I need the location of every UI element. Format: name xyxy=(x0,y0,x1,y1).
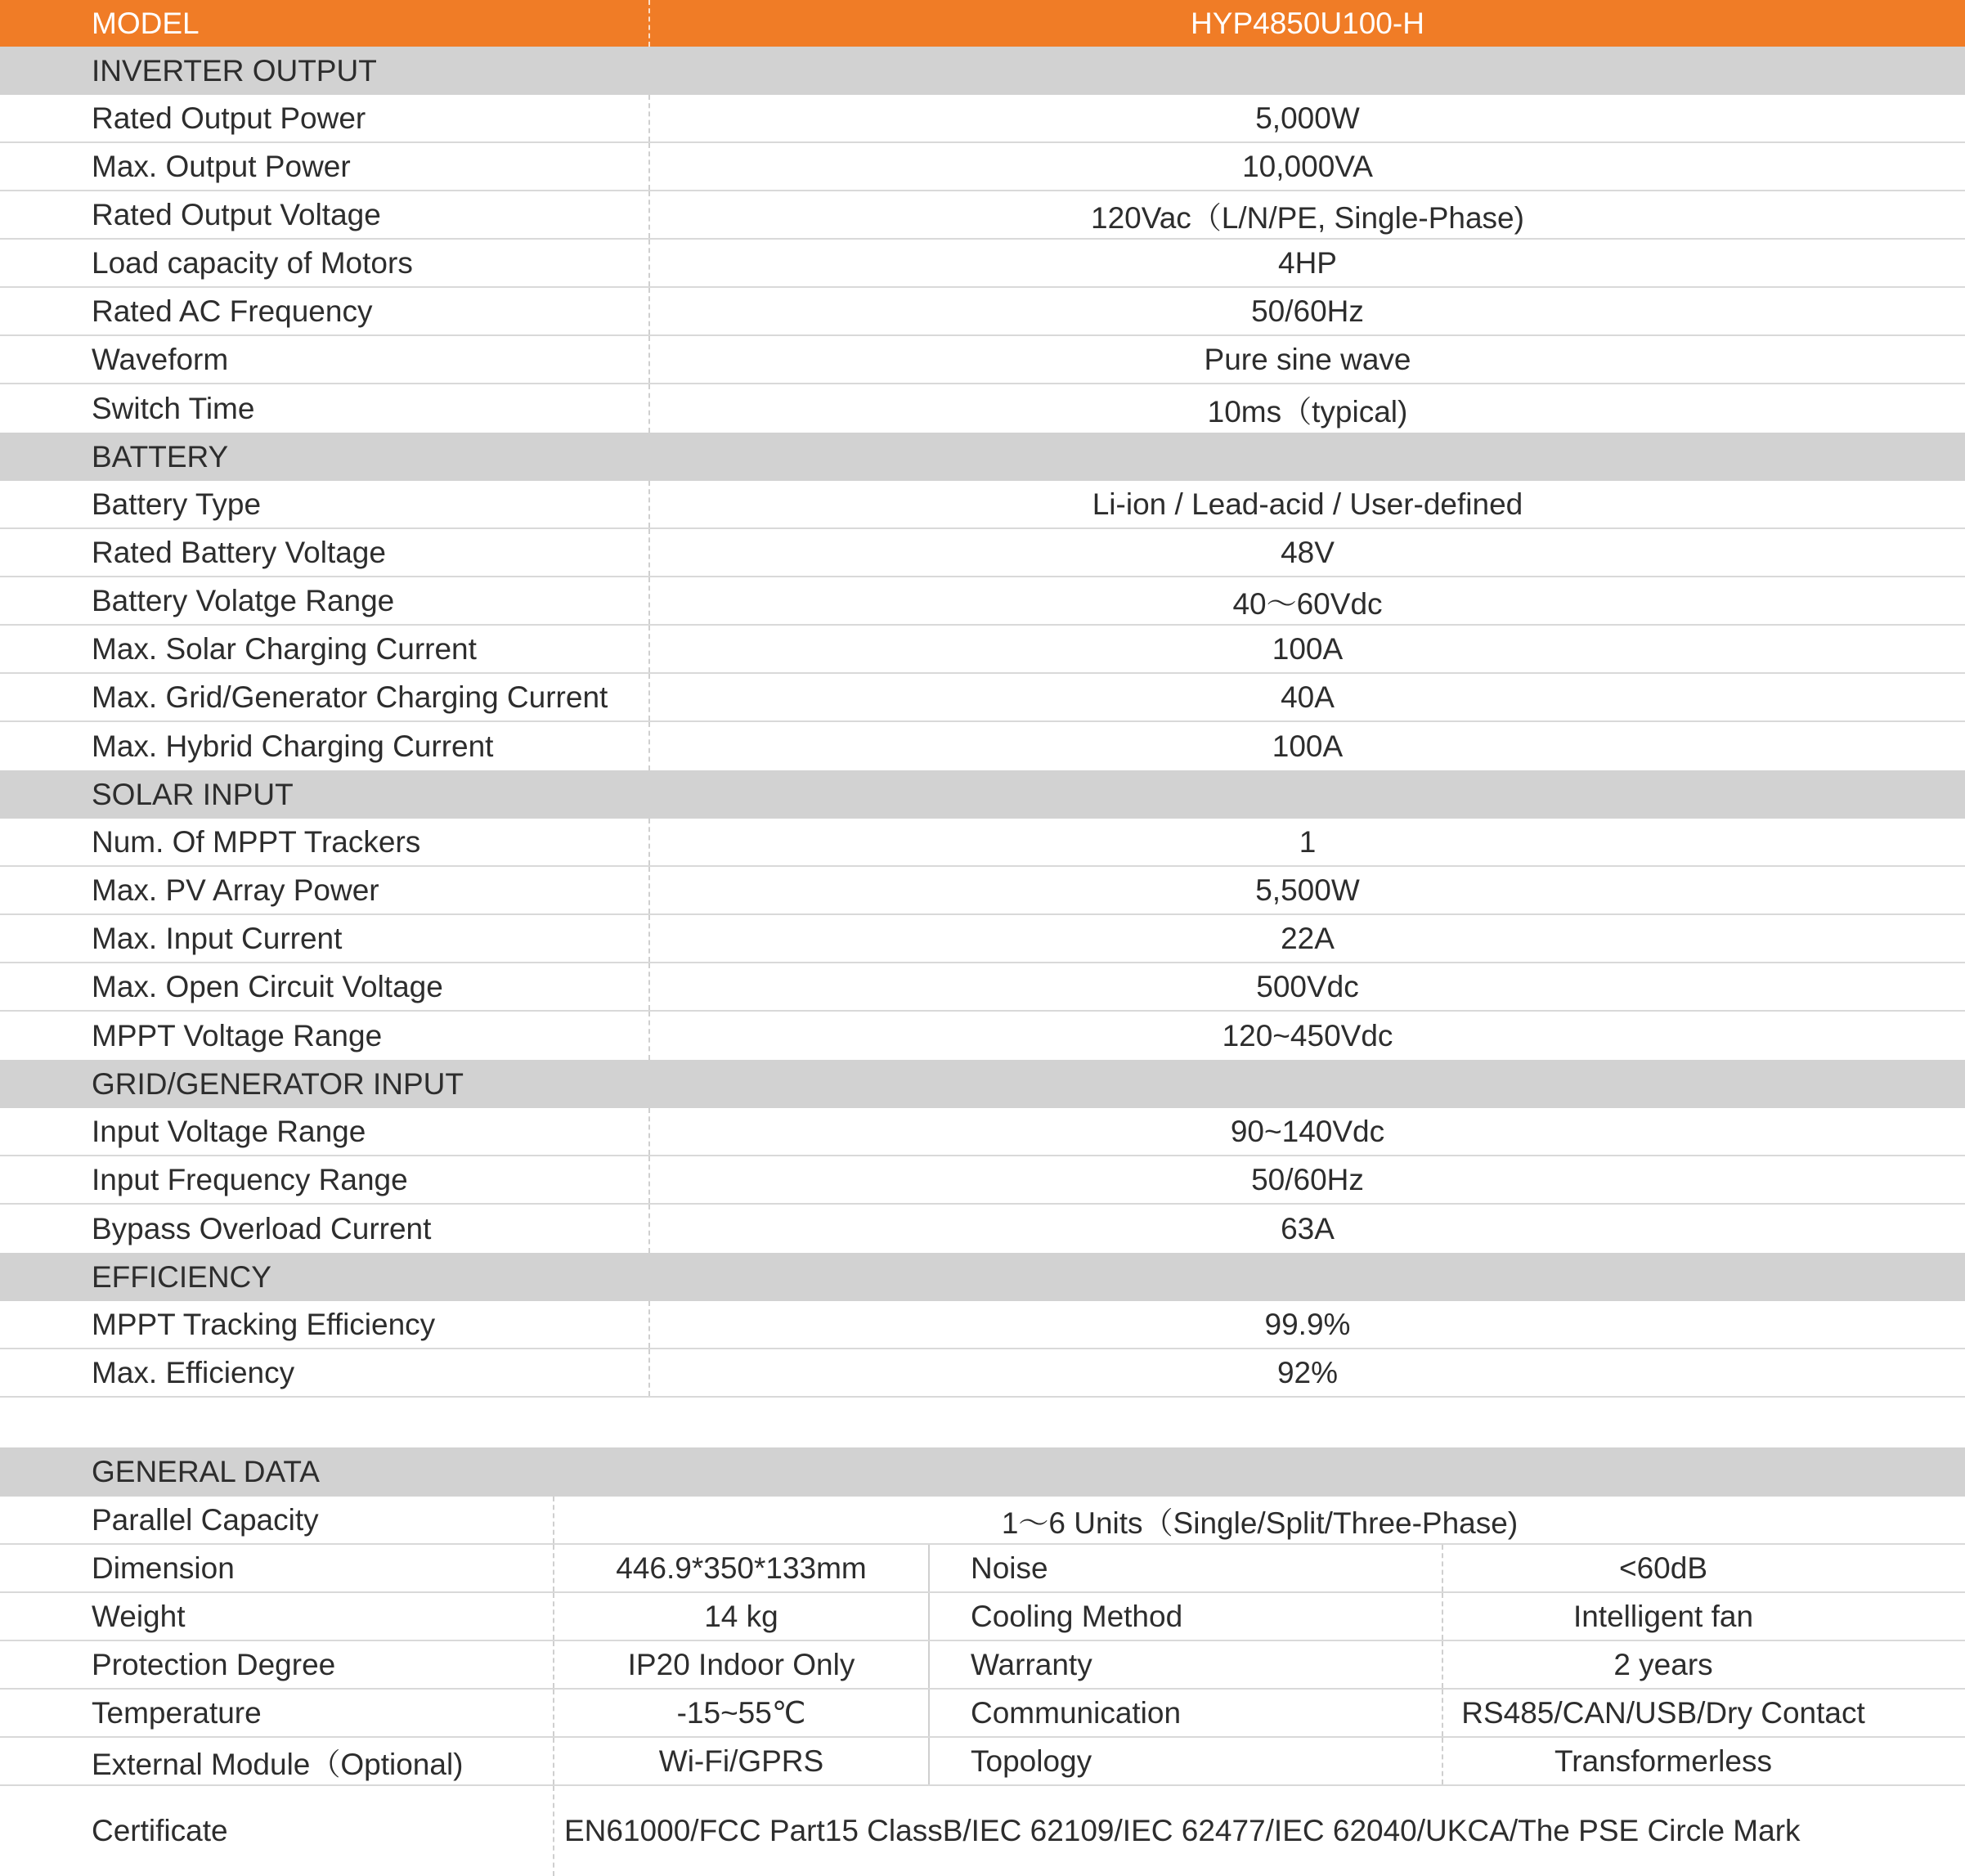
spec-label: MPPT Tracking Efficiency xyxy=(92,1307,436,1341)
spec-label: Protection Degree xyxy=(92,1647,336,1681)
spec-row xyxy=(0,384,1965,433)
spec-row xyxy=(0,722,1965,770)
certificate-label: Certificate xyxy=(92,1814,228,1847)
spec-row xyxy=(0,95,1965,143)
model-value: HYP4850U100-H xyxy=(648,0,1965,47)
certificate-value: EN61000/FCC Part15 ClassB/IEC 62109/IEC 62477/IEC 62040/UKCA/The PSE Circle Mark xyxy=(553,1786,1965,1876)
spec-label: Battery Type xyxy=(92,487,262,521)
section-battery xyxy=(0,433,1965,481)
general-row xyxy=(0,1738,1965,1786)
spec-row xyxy=(0,481,1965,529)
spec-label: Max. Input Current xyxy=(92,921,343,955)
spec-label: Weight xyxy=(92,1599,186,1633)
spec-row xyxy=(0,191,1965,240)
spec-label: Rated Output Power xyxy=(92,101,366,135)
spec-value: 10,000VA xyxy=(648,143,1965,190)
spec-label: Noise xyxy=(928,1545,1442,1591)
parallel-capacity-row xyxy=(0,1497,1965,1545)
section-title: GENERAL DATA xyxy=(92,1455,320,1488)
general-row xyxy=(0,1641,1965,1690)
spec-label: Communication xyxy=(928,1690,1442,1736)
section-solar-input xyxy=(0,770,1965,819)
section-inverter-output xyxy=(0,47,1965,95)
general-row xyxy=(0,1690,1965,1738)
spec-label: External Module（Optional) xyxy=(92,1747,464,1781)
spec-value: 1～6 Units（Single/Split/Three-Phase) xyxy=(553,1497,1965,1543)
section-title: INVERTER OUTPUT xyxy=(92,53,377,88)
spec-value: 4HP xyxy=(648,240,1965,286)
spec-value: 100A xyxy=(648,722,1965,770)
spec-value: 10ms（typical) xyxy=(648,384,1965,433)
spec-label: Battery Volatge Range xyxy=(92,583,395,617)
spec-label: Input Frequency Range xyxy=(92,1162,408,1196)
spec-label: Rated Battery Voltage xyxy=(92,535,386,569)
spec-label: Max. Open Circuit Voltage xyxy=(92,969,443,1003)
spec-value: 120~450Vdc xyxy=(648,1012,1965,1060)
spec-row xyxy=(0,1156,1965,1205)
spec-value: Wi-Fi/GPRS xyxy=(553,1738,928,1784)
spec-value: 446.9*350*133mm xyxy=(553,1545,928,1591)
spec-label: Bypass Overload Current xyxy=(92,1211,432,1245)
spec-label: Num. Of MPPT Trackers xyxy=(92,824,421,859)
spec-value: RS485/CAN/USB/Dry Contact xyxy=(1442,1690,1883,1736)
spec-value: 63A xyxy=(648,1205,1965,1253)
spec-row xyxy=(0,1108,1965,1156)
spec-value: -15~55℃ xyxy=(553,1690,928,1736)
spec-label: Warranty xyxy=(928,1641,1442,1688)
spec-value: 50/60Hz xyxy=(648,288,1965,334)
spec-row xyxy=(0,963,1965,1012)
spec-label: Max. Output Power xyxy=(92,149,351,183)
section-title: SOLAR INPUT xyxy=(92,777,294,811)
spec-value: Intelligent fan xyxy=(1442,1593,1883,1640)
section-grid-generator-input xyxy=(0,1060,1965,1108)
spec-row xyxy=(0,1012,1965,1060)
spec-value: 40A xyxy=(648,674,1965,720)
spec-value: Transformerless xyxy=(1442,1738,1883,1784)
spec-label: Load capacity of Motors xyxy=(92,245,413,280)
spec-label: Max. Efficiency xyxy=(92,1355,295,1389)
section-title: GRID/GENERATOR INPUT xyxy=(92,1066,464,1101)
spec-value: 1 xyxy=(648,819,1965,865)
general-row xyxy=(0,1545,1965,1593)
spec-value: 120Vac（L/N/PE, Single-Phase) xyxy=(648,191,1965,238)
spec-value: 92% xyxy=(648,1349,1965,1396)
general-row xyxy=(0,1593,1965,1641)
spec-value: <60dB xyxy=(1442,1545,1883,1591)
spec-row xyxy=(0,1205,1965,1253)
spec-label: Input Voltage Range xyxy=(92,1114,366,1148)
spec-row xyxy=(0,1301,1965,1349)
spec-row xyxy=(0,867,1965,915)
spec-value: 48V xyxy=(648,529,1965,576)
spec-label: Rated AC Frequency xyxy=(92,294,373,328)
spec-row xyxy=(0,143,1965,191)
spec-value: 99.9% xyxy=(648,1301,1965,1348)
spec-value: 22A xyxy=(648,915,1965,962)
spec-label: Temperature xyxy=(92,1695,262,1730)
spec-row xyxy=(0,626,1965,674)
spec-value: 40～60Vdc xyxy=(648,577,1965,624)
spec-label: Rated Output Voltage xyxy=(92,197,381,231)
spec-label: Max. Solar Charging Current xyxy=(92,631,477,666)
section-title: EFFICIENCY xyxy=(92,1259,271,1294)
spec-label: MPPT Voltage Range xyxy=(92,1018,383,1052)
spec-value: IP20 Indoor Only xyxy=(553,1641,928,1688)
spec-row xyxy=(0,819,1965,867)
spec-value: 100A xyxy=(648,626,1965,672)
section-general-data xyxy=(0,1447,1965,1497)
spec-value: 14 kg xyxy=(553,1593,928,1640)
spec-row xyxy=(0,1349,1965,1398)
section-efficiency xyxy=(0,1253,1965,1301)
spec-row xyxy=(0,529,1965,577)
spec-value: Pure sine wave xyxy=(648,336,1965,383)
spec-row xyxy=(0,674,1965,722)
spec-row xyxy=(0,915,1965,963)
spec-label: Parallel Capacity xyxy=(92,1502,319,1537)
spec-value: 5,000W xyxy=(648,95,1965,141)
spec-label: Topology xyxy=(928,1738,1442,1784)
spec-row xyxy=(0,240,1965,288)
spec-value: Li-ion / Lead-acid / User-defined xyxy=(648,481,1965,527)
spec-value: 500Vdc xyxy=(648,963,1965,1010)
spec-label: Dimension xyxy=(92,1551,235,1585)
spec-label: Max. Grid/Generator Charging Current xyxy=(92,680,608,714)
spec-label: Waveform xyxy=(92,342,229,376)
spec-row xyxy=(0,288,1965,336)
spec-value: 50/60Hz xyxy=(648,1156,1965,1203)
spec-row xyxy=(0,577,1965,626)
spec-label: Cooling Method xyxy=(928,1593,1442,1640)
spec-row xyxy=(0,336,1965,384)
spec-label: Max. PV Array Power xyxy=(92,873,379,907)
spec-value: 90~140Vdc xyxy=(648,1108,1965,1155)
model-label: MODEL xyxy=(92,6,200,40)
certificate-row xyxy=(0,1786,1965,1876)
section-title: BATTERY xyxy=(92,439,229,473)
spec-label: Max. Hybrid Charging Current xyxy=(92,729,494,763)
model-header-row xyxy=(0,0,1965,47)
spec-label: Switch Time xyxy=(92,391,255,425)
spec-value: 2 years xyxy=(1442,1641,1883,1688)
spec-value: 5,500W xyxy=(648,867,1965,913)
